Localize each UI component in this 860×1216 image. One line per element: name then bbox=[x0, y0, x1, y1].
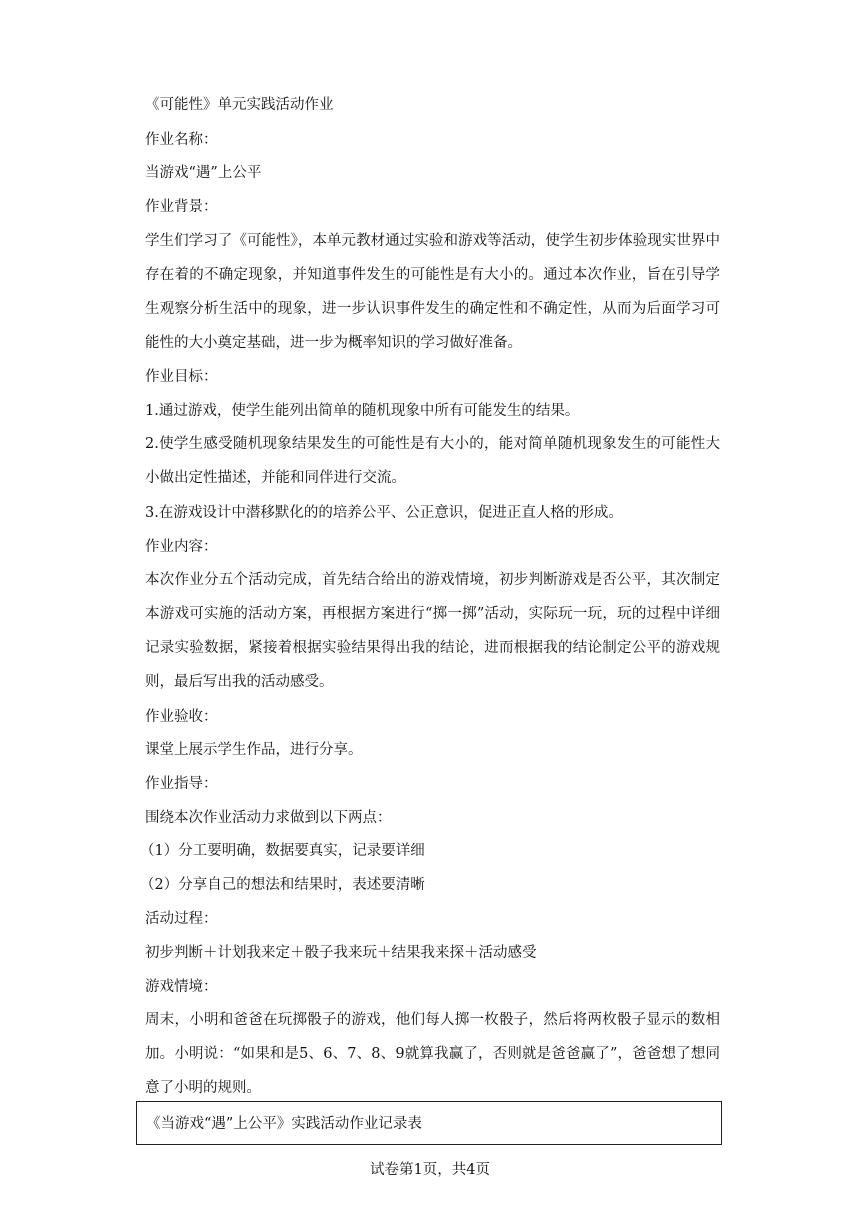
scenario-paragraph: 周末，小明和爸爸在玩掷骰子的游戏，他们每人掷一枚骰子，然后将两枚骰子显示的数相加。小明说：“如果和是5、6、7、8、9就算我赢了，否则就是爸爸赢了”，爸爸想了想同意了小明的规则。 bbox=[145, 1012, 720, 1096]
content-paragraph: 本次作业分五个活动完成，首先结合给出的游戏情境，初步判断游戏是否公平，其次制定本游戏可实施的活动方案，再根据方案进行“掷一掷”活动，实际玩一玩，玩的过程中详细记录实验数据，紧接着根据实验结果得出我的结论，进而根据我的结论制定公平的游戏规则，最后写出我的活动感受。 bbox=[145, 572, 720, 690]
goals-label: 作业目标： bbox=[145, 369, 218, 385]
acceptance-label: 作业验收： bbox=[145, 709, 218, 725]
guidance-item-1: （1）分工要明确，数据要真实，记录要详细 bbox=[140, 843, 425, 859]
process-text: 初步判断＋计划我来定＋骰子我来玩＋结果我来探＋活动感受 bbox=[145, 945, 537, 961]
goal-item-3: 3.在游戏设计中潜移默化的的培养公平、公正意识，促进正直人格的形成。 bbox=[145, 505, 623, 521]
goal-item-1: 1.通过游戏，使学生能列出简单的随机现象中所有可能发生的结果。 bbox=[145, 403, 580, 419]
document-title: 《可能性》单元实践活动作业 bbox=[145, 97, 334, 113]
guidance-item-2: （2）分享自己的想法和结果时，表述要清晰 bbox=[140, 877, 425, 893]
page-footer: 试卷第1页，共4页 bbox=[370, 1162, 490, 1178]
guidance-intro: 围绕本次作业活动力求做到以下两点： bbox=[145, 810, 392, 826]
name-value: 当游戏“遇”上公平 bbox=[145, 165, 262, 181]
acceptance-text: 课堂上展示学生作品，进行分享。 bbox=[145, 742, 363, 758]
background-label: 作业背景： bbox=[145, 199, 218, 215]
name-label: 作业名称： bbox=[145, 132, 218, 148]
scenario-label: 游戏情境： bbox=[145, 979, 218, 995]
content-label: 作业内容： bbox=[145, 539, 218, 555]
guidance-label: 作业指导： bbox=[145, 776, 218, 792]
goal-item-2: 2.使学生感受随机现象结果发生的可能性是有大小的，能对简单随机现象发生的可能性大小做出定性描述，并能和同伴进行交流。 bbox=[145, 436, 720, 486]
record-table bbox=[136, 1101, 722, 1145]
process-label: 活动过程： bbox=[145, 911, 218, 927]
background-paragraph: 学生们学习了《可能性》，本单元教材通过实验和游戏等活动，使学生初步体验现实世界中存在着的不确定现象，并知道事件发生的可能性是有大小的。通过本次作业，旨在引导学生观察分析生活中的现象，进一步认识事件发生的确定性和不确定性，从而为后面学习可能性的大小奠定基础，进一步为概率知识的学习做好准备。 bbox=[145, 233, 720, 351]
record-table-title: 《当游戏“遇”上公平》实践活动作业记录表 bbox=[146, 1116, 422, 1132]
